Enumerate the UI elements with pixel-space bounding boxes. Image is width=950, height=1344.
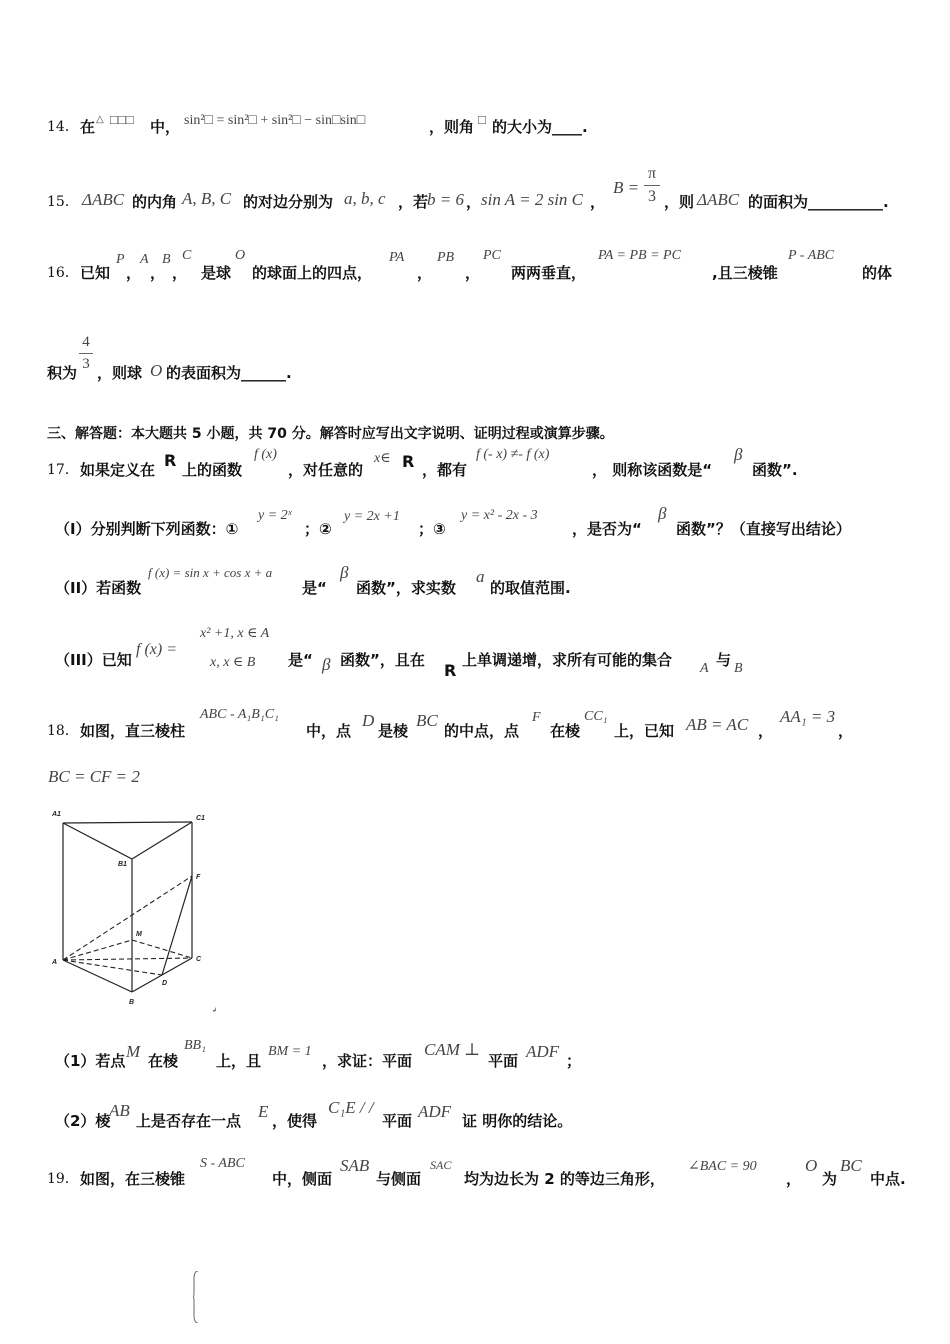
q19-text: 如图，在三棱锥 bbox=[80, 1170, 186, 1188]
q16-point: P bbox=[116, 252, 125, 267]
section-heading: 三、解答题：本大题共 5 小题，共 70 分。解答时应写出文字说明、证明过程或演算步骤。 bbox=[47, 426, 614, 442]
q15-number: 15． bbox=[47, 194, 79, 210]
q14-equation: sin²□ = sin²□ + sin²□ − sin□sin□ bbox=[184, 113, 366, 128]
q16-text: ， bbox=[126, 264, 142, 282]
dashed-A-C bbox=[63, 958, 192, 960]
q18-p2-text: （2）棱 bbox=[55, 1112, 111, 1130]
q17-p3-case1: x² +1, x ∈ A bbox=[200, 626, 270, 641]
q19-face: SAC bbox=[430, 1158, 452, 1172]
q18-p2-segment: AB bbox=[109, 1101, 130, 1120]
q17-number: 17． bbox=[47, 462, 79, 478]
q15-text: 的面积为__________. bbox=[748, 193, 889, 211]
q16-text: ， bbox=[417, 264, 433, 282]
q17-p2-text: （II）若函数 bbox=[55, 579, 142, 597]
q18-point: D bbox=[362, 711, 375, 730]
q17-p3-text: 上单调递增，求所有可能的集合 bbox=[462, 651, 673, 669]
label-B1: B1 bbox=[118, 861, 127, 868]
anchor-mark: ↲ bbox=[212, 1008, 218, 1014]
q15-text: ， bbox=[590, 193, 606, 211]
q16-text: ,且三棱锥 bbox=[712, 264, 778, 282]
q15-fraction bbox=[644, 165, 660, 206]
q17-text: 上的函数 bbox=[182, 461, 243, 479]
edge-A1-B1 bbox=[63, 823, 132, 859]
q17-p1-text: 函数”？（直接写出结论） bbox=[676, 520, 851, 538]
q15-math: B = bbox=[613, 178, 640, 197]
q18-p1-segment: BB₁ bbox=[184, 1038, 206, 1053]
q15-math: A, B, C bbox=[182, 189, 232, 208]
q17-p2-text: 是“ bbox=[302, 579, 327, 597]
q17-p3-beta: β bbox=[322, 655, 331, 674]
q19-text: 中点. bbox=[870, 1170, 906, 1188]
q15-math: sin A = 2 sin C bbox=[481, 190, 584, 209]
q16-text: ， bbox=[150, 264, 166, 282]
q17-math: f (x) bbox=[254, 447, 277, 462]
q17-reals: R bbox=[402, 452, 415, 471]
label-B: B bbox=[129, 999, 135, 1006]
q18-equation: AA₁ = 3 bbox=[780, 707, 836, 726]
q18-segment: BC bbox=[416, 711, 438, 730]
q15-math: a, b, c bbox=[344, 189, 386, 208]
q17-reals: R bbox=[164, 451, 177, 470]
q15-math: ΔABC bbox=[82, 190, 125, 209]
q18-number: 18． bbox=[47, 723, 79, 739]
q17-text: ， 则称该函数是“ bbox=[592, 461, 713, 479]
q17-text: 如果定义在 bbox=[80, 461, 156, 479]
q18-p1-point: M bbox=[126, 1042, 141, 1061]
q18-text: 在棱 bbox=[550, 722, 581, 740]
dashed-A-F bbox=[63, 876, 192, 960]
q19-text: ， bbox=[786, 1170, 802, 1188]
q18-p2-text: 上是否存在一点 bbox=[136, 1112, 242, 1130]
q16-text: 的体 bbox=[862, 264, 893, 282]
q16-segment: PC bbox=[483, 248, 501, 263]
q16-point: A bbox=[140, 252, 149, 267]
q17-p2-a: a bbox=[476, 567, 485, 586]
q19-angle: ∠BAC = 90 bbox=[688, 1159, 757, 1174]
edge-A1-C1 bbox=[63, 822, 192, 823]
q17-p3-text: 函数”，且在 bbox=[340, 651, 425, 669]
q17-p3-setB: B bbox=[734, 661, 743, 676]
label-C: C bbox=[196, 956, 202, 963]
q17-math: x∈ bbox=[374, 451, 391, 466]
q16-text: ， bbox=[465, 264, 481, 282]
q16-segment: PA bbox=[389, 250, 405, 265]
q18-p1-text: （1）若点 bbox=[55, 1052, 126, 1070]
q16-text: 的球面上的四点， bbox=[252, 264, 373, 282]
q19-pyramid: S - ABC bbox=[200, 1156, 245, 1171]
q18-p1-text: 平面 bbox=[488, 1052, 519, 1070]
q17-p1-func: y = 2x +1 bbox=[344, 509, 400, 524]
q14-number: 14． bbox=[47, 119, 79, 135]
q16-point: B bbox=[162, 252, 171, 267]
q18-p1-text: ，求证：平面 bbox=[322, 1052, 413, 1070]
q19-segment: BC bbox=[840, 1156, 862, 1175]
q19-number: 19． bbox=[47, 1171, 79, 1187]
q17-text: ，都有 bbox=[422, 461, 468, 479]
q18-text: 如图，直三棱柱 bbox=[80, 722, 186, 740]
q17-p3-func: f (x) = bbox=[136, 641, 177, 658]
q17-p1-beta: β bbox=[658, 504, 667, 523]
edge-B1-C1 bbox=[132, 822, 192, 859]
label-D: D bbox=[162, 980, 168, 987]
q17-text: 函数”. bbox=[752, 461, 798, 479]
fraction-bar bbox=[644, 185, 660, 186]
q15-math: ΔABC bbox=[697, 190, 740, 209]
q16-point: O bbox=[235, 248, 246, 263]
q15-text: 的内角 bbox=[132, 193, 178, 211]
piecewise-brace bbox=[193, 1271, 199, 1323]
q18-equation: AB = AC bbox=[686, 715, 749, 734]
label-M: M bbox=[136, 931, 142, 938]
dashed-M-C bbox=[132, 940, 192, 958]
label-C1: C1 bbox=[196, 815, 205, 822]
q16-pyramid: P - ABC bbox=[788, 248, 835, 263]
q17-p3-text: 是“ bbox=[288, 651, 313, 669]
q16-text: ，则球 bbox=[97, 364, 143, 382]
q16-fraction-denominator: 3 bbox=[82, 356, 90, 372]
q18-p1-plane: ADF bbox=[526, 1042, 560, 1061]
q18-equation: BC = CF = 2 bbox=[48, 767, 140, 786]
q15-text: ，若 bbox=[398, 193, 429, 211]
q16-equation: PA = PB = PC bbox=[598, 248, 681, 263]
q16-text: ， bbox=[172, 264, 188, 282]
q18-p2-text: ，使得 bbox=[272, 1112, 318, 1130]
q18-text: 的中点，点 bbox=[444, 722, 520, 740]
q19-text: 为 bbox=[822, 1170, 838, 1188]
q14-text: 在 bbox=[80, 118, 96, 136]
q16-point: O bbox=[150, 361, 163, 380]
q16-text: 的表面积为______. bbox=[166, 364, 292, 382]
prism-figure bbox=[46, 806, 226, 1016]
q17-p3-reals: R bbox=[444, 661, 457, 680]
q15-math: b = 6 bbox=[427, 190, 464, 209]
q17-beta: β bbox=[734, 445, 743, 464]
q14-placeholder-boxes: □□□ bbox=[110, 112, 134, 127]
q18-p2-text: 证 明你的结论。 bbox=[462, 1112, 573, 1130]
q19-point: O bbox=[805, 1156, 818, 1175]
q18-p1-plane: CAM ⊥ bbox=[424, 1040, 481, 1059]
q18-text: 上，已知 bbox=[614, 722, 675, 740]
q18-segment: CC₁ bbox=[584, 709, 608, 724]
q19-text: 均为边长为 2 的等边三角形， bbox=[464, 1170, 665, 1188]
q17-p3-text: （III）已知 bbox=[55, 651, 132, 669]
q18-p1-text: 在棱 bbox=[148, 1052, 179, 1070]
q18-p1-equation: BM = 1 bbox=[268, 1044, 312, 1059]
q17-p1-func: y = x² - 2x - 3 bbox=[461, 508, 538, 523]
q16-text: 是球 bbox=[201, 264, 232, 282]
q18-prism: ABC - A₁B₁C₁ bbox=[200, 707, 279, 722]
q16-text: 两两垂直， bbox=[511, 264, 587, 282]
q18-text: ， bbox=[758, 722, 774, 740]
q19-text: 中，侧面 bbox=[272, 1170, 333, 1188]
q14-triangle: △ bbox=[96, 114, 104, 125]
q17-p3-text: 与 bbox=[716, 651, 732, 669]
q18-p2-plane: ADF bbox=[418, 1102, 452, 1121]
q17-p3-case2: x, x ∈ B bbox=[210, 655, 256, 670]
q18-p2-point: E bbox=[258, 1102, 269, 1121]
fraction-bar bbox=[79, 353, 93, 354]
q16-fraction-numerator: 4 bbox=[82, 334, 90, 350]
q16-segment: PB bbox=[437, 250, 455, 265]
q17-p1-text: ；③ bbox=[418, 520, 446, 538]
q14-placeholder-box: □ bbox=[478, 112, 486, 127]
q16-fraction bbox=[79, 334, 93, 373]
q15-fraction-denominator: 3 bbox=[648, 188, 656, 205]
q18-p2-parallel: C₁E / / bbox=[328, 1098, 374, 1117]
q16-text: 积为 bbox=[47, 364, 78, 382]
q18-p2-text: 平面 bbox=[382, 1112, 413, 1130]
label-A1: A1 bbox=[52, 811, 61, 818]
q14-text: ，则角 bbox=[429, 118, 475, 136]
label-A: A bbox=[52, 959, 58, 966]
q17-p1-text: （I）分别判断下列函数：① bbox=[55, 520, 239, 538]
q18-text: ， bbox=[838, 722, 854, 740]
q14-text: 中， bbox=[150, 118, 181, 136]
q18-point: F bbox=[532, 710, 541, 725]
q15-fraction-numerator: π bbox=[647, 165, 657, 182]
q17-condition: f (- x) ≠- f (x) bbox=[476, 447, 550, 462]
q18-text: 中，点 bbox=[306, 722, 352, 740]
q17-p1-text: ；② bbox=[304, 520, 332, 538]
q19-face: SAB bbox=[340, 1156, 370, 1175]
q17-p1-text: ，是否为“ bbox=[572, 520, 642, 538]
q18-text: 是棱 bbox=[378, 722, 409, 740]
q16-point: C bbox=[182, 248, 192, 263]
q17-p2-text: 的取值范围. bbox=[490, 579, 571, 597]
q15-text: ， bbox=[466, 193, 482, 211]
q17-text: ，对任意的 bbox=[288, 461, 364, 479]
q18-p1-text: 上，且 bbox=[216, 1052, 262, 1070]
q14-text: 的大小为____. bbox=[492, 118, 588, 136]
q17-p2-text: 函数”，求实数 bbox=[356, 579, 456, 597]
q17-p1-func: y = 2ˣ bbox=[258, 508, 292, 523]
dashed-A-M bbox=[63, 940, 132, 960]
q18-p1-text: ； bbox=[566, 1052, 582, 1070]
q17-p2-func: f (x) = sin x + cos x + a bbox=[148, 565, 273, 580]
q16-number: 16． bbox=[47, 265, 79, 281]
q15-text: 的对边分别为 bbox=[243, 193, 334, 211]
label-F: F bbox=[196, 874, 201, 881]
q19-text: 与侧面 bbox=[376, 1170, 422, 1188]
q16-text: 已知 bbox=[80, 264, 111, 282]
q17-p2-beta: β bbox=[340, 563, 349, 582]
q15-text: ，则 bbox=[664, 193, 695, 211]
q17-p3-setA: A bbox=[700, 661, 709, 676]
